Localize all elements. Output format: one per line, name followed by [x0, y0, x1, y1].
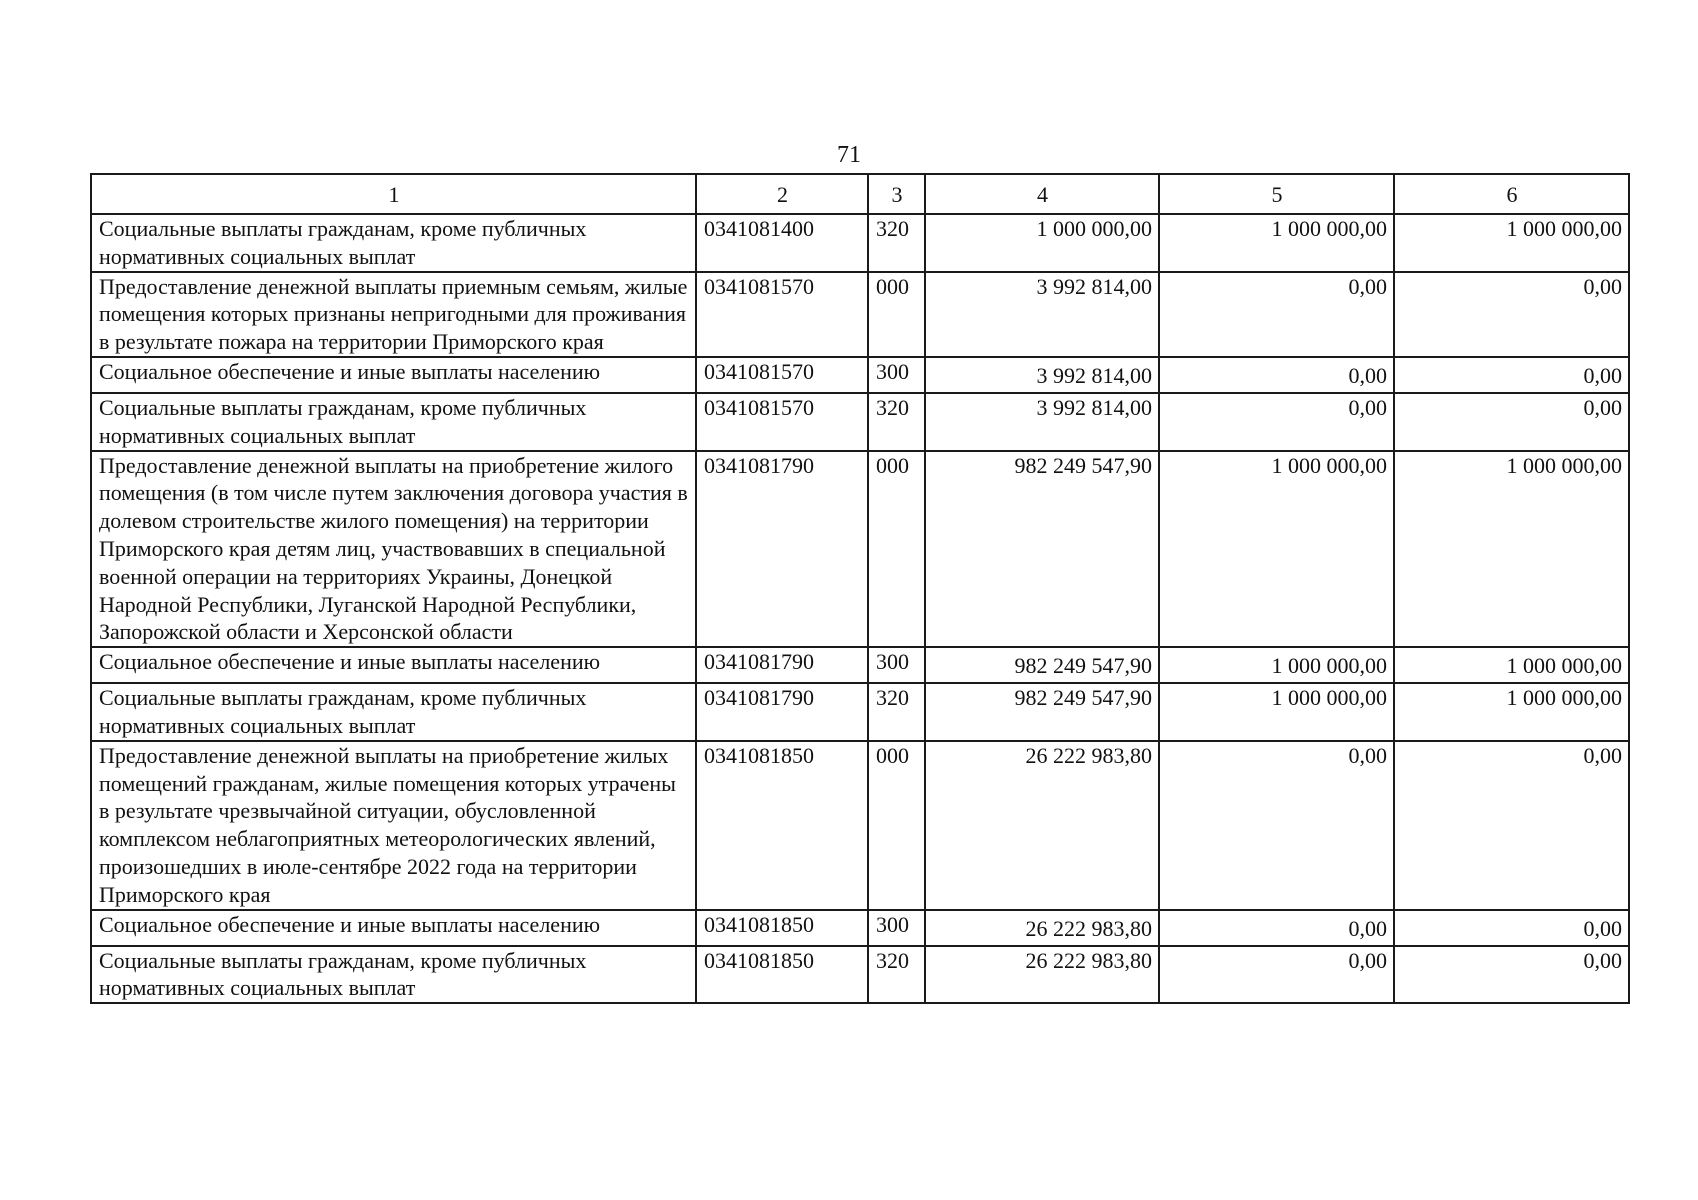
amount-col-5: 1 000 000,00: [1159, 683, 1394, 741]
row-name: Социальные выплаты гражданам, кроме публичных нормативных социальных выплат: [91, 946, 696, 1004]
target-article-code: 0341081570: [696, 393, 868, 451]
amount-col-4: 982 249 547,90: [925, 683, 1159, 741]
amount-col-5: 0,00: [1159, 272, 1394, 357]
amount-col-5: 0,00: [1159, 910, 1394, 946]
amount-col-5: 0,00: [1159, 946, 1394, 1004]
target-article-code: 0341081850: [696, 910, 868, 946]
column-number-header-row: [91, 174, 1629, 214]
amount-col-6: 1 000 000,00: [1394, 214, 1629, 272]
amount-col-6: 0,00: [1394, 910, 1629, 946]
amount-col-6: 0,00: [1394, 272, 1629, 357]
amount-col-6: 0,00: [1394, 357, 1629, 393]
target-article-code: 0341081570: [696, 357, 868, 393]
amount-col-6: 0,00: [1394, 946, 1629, 1004]
target-article-code: 0341081850: [696, 946, 868, 1004]
target-article-code: 0341081790: [696, 451, 868, 648]
column-header: 6: [1394, 174, 1629, 214]
table-row: [91, 451, 1629, 648]
row-name: Социальное обеспечение и иные выплаты населению: [91, 357, 696, 393]
expense-type-code: 320: [868, 214, 925, 272]
row-name: Предоставление денежной выплаты приемным семьям, жилые помещения которых признаны непригодными для проживания в результате пожара на территории Приморского края: [91, 272, 696, 357]
amount-col-6: 0,00: [1394, 393, 1629, 451]
row-name: Социальные выплаты гражданам, кроме публичных нормативных социальных выплат: [91, 683, 696, 741]
amount-col-4: 982 249 547,90: [925, 647, 1159, 683]
table-row: [91, 272, 1629, 357]
amount-col-4: 3 992 814,00: [925, 393, 1159, 451]
expense-type-code: 320: [868, 946, 925, 1004]
column-header: 4: [925, 174, 1159, 214]
expense-type-code: 300: [868, 647, 925, 683]
budget-table: [90, 173, 1630, 1004]
amount-col-5: 1 000 000,00: [1159, 214, 1394, 272]
amount-col-4: 982 249 547,90: [925, 451, 1159, 648]
amount-col-5: 1 000 000,00: [1159, 451, 1394, 648]
expense-type-code: 300: [868, 910, 925, 946]
column-header: 5: [1159, 174, 1394, 214]
target-article-code: 0341081400: [696, 214, 868, 272]
amount-col-6: 1 000 000,00: [1394, 647, 1629, 683]
table-row: [91, 910, 1629, 946]
column-header: 3: [868, 174, 925, 214]
amount-col-5: 1 000 000,00: [1159, 647, 1394, 683]
row-name: Предоставление денежной выплаты на приобретение жилого помещения (в том числе путем заключения договора участия в долевом строительстве жилого помещения) на территории Приморского края детям лиц, участвовавших в специальной военной операции на территориях Украины, Донецкой Народной Республики, Луганской Народной Республики, Запорожской области и Херсонской области: [91, 451, 696, 648]
table-row: [91, 741, 1629, 910]
table-row: [91, 214, 1629, 272]
table-row: [91, 683, 1629, 741]
amount-col-4: 26 222 983,80: [925, 741, 1159, 910]
expense-type-code: 320: [868, 393, 925, 451]
amount-col-6: 1 000 000,00: [1394, 683, 1629, 741]
row-name: Социальные выплаты гражданам, кроме публичных нормативных социальных выплат: [91, 214, 696, 272]
amount-col-5: 0,00: [1159, 357, 1394, 393]
table-row: [91, 946, 1629, 1004]
row-name: Предоставление денежной выплаты на приобретение жилых помещений гражданам, жилые помещения которых утрачены в результате чрезвычайной ситуации, обусловленной комплексом неблагоприятных метеорологических явлений, произошедших в июле-сентябре 2022 года на территории Приморского края: [91, 741, 696, 910]
target-article-code: 0341081790: [696, 647, 868, 683]
amount-col-6: 0,00: [1394, 741, 1629, 910]
expense-type-code: 000: [868, 451, 925, 648]
amount-col-4: 3 992 814,00: [925, 272, 1159, 357]
target-article-code: 0341081790: [696, 683, 868, 741]
amount-col-4: 26 222 983,80: [925, 946, 1159, 1004]
column-header: 1: [91, 174, 696, 214]
amount-col-6: 1 000 000,00: [1394, 451, 1629, 648]
expense-type-code: 000: [868, 272, 925, 357]
amount-col-4: 1 000 000,00: [925, 214, 1159, 272]
row-name: Социальное обеспечение и иные выплаты населению: [91, 910, 696, 946]
table-row: [91, 393, 1629, 451]
expense-type-code: 320: [868, 683, 925, 741]
target-article-code: 0341081850: [696, 741, 868, 910]
amount-col-5: 0,00: [1159, 741, 1394, 910]
amount-col-5: 0,00: [1159, 393, 1394, 451]
column-header: 2: [696, 174, 868, 214]
page-number: 71: [837, 142, 861, 168]
target-article-code: 0341081570: [696, 272, 868, 357]
amount-col-4: 26 222 983,80: [925, 910, 1159, 946]
expense-type-code: 300: [868, 357, 925, 393]
table-row: [91, 357, 1629, 393]
row-name: Социальные выплаты гражданам, кроме публичных нормативных социальных выплат: [91, 393, 696, 451]
table-row: [91, 647, 1629, 683]
row-name: Социальное обеспечение и иные выплаты населению: [91, 647, 696, 683]
amount-col-4: 3 992 814,00: [925, 357, 1159, 393]
expense-type-code: 000: [868, 741, 925, 910]
